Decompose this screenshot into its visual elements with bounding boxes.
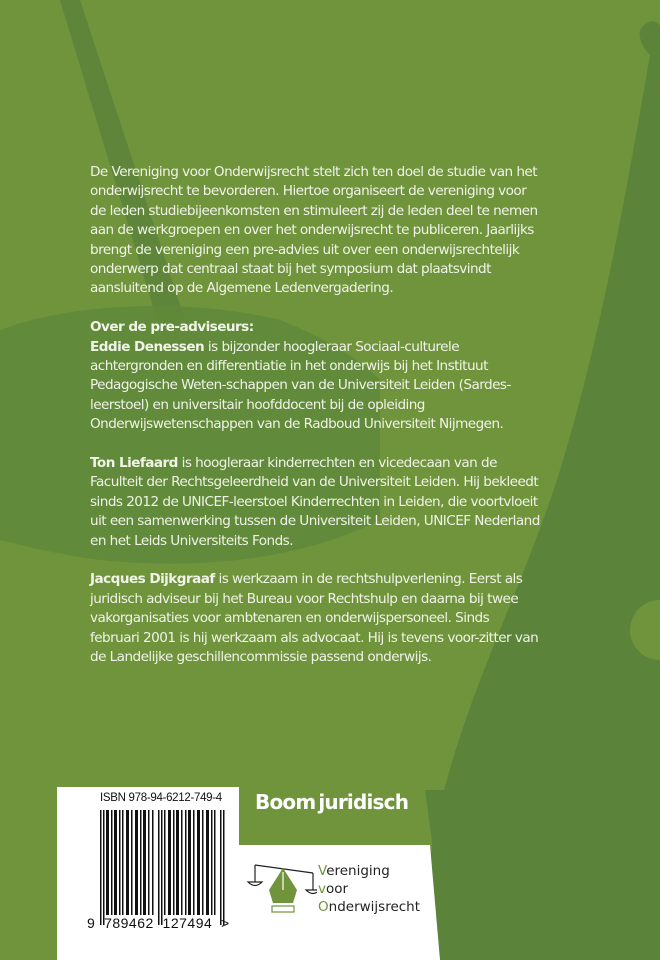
advisor-bio: is hoogleraar kinderrechten en vicedecaan van de Faculteit der Rechtsgeleerdheid van de Universiteit Leiden. Hij bekleedt sinds 2012 de UNICEF-leerstoel Kinderrechten in Leiden, die voortvloeit uit een samenwerking tussen de Universiteit Leiden, UNICEF Nederland en het Leids Universiteits Fonds. (90, 455, 540, 549)
publisher-name-boom: Boom (255, 790, 316, 814)
association-line-3: Onderwijsrecht (318, 899, 421, 915)
back-cover-text (90, 163, 540, 687)
association-line-2: voor (318, 881, 349, 897)
publisher-logo (255, 790, 408, 814)
advisor-block-2 (90, 454, 540, 551)
advisor-bio: is bijzonder hoogleraar Sociaal-culturele achtergronden en differentiatie in het onderwijs bij het Instituut Pedagogische Weten-schappen van de Universiteit Leiden (Sardes-leerstoel) en universitair hoofddocent bij de opleiding Onderwijswetenschappen van de Radboud Universiteit Nijmegen. (90, 338, 511, 433)
isbn-label: ISBN 978-94-6212-749-4 (100, 792, 222, 804)
barcode-icon (100, 810, 230, 925)
advisor-block-3 (90, 570, 540, 667)
advisor-block-1 (90, 318, 540, 434)
advisor-name: Ton Liefaard (90, 455, 178, 472)
scales-pen-icon (245, 860, 317, 920)
intro-paragraph: De Vereniging voor Onderwijsrecht stelt zich ten doel de studie van het onderwijsrecht te bevorderen. Hiertoe organiseert de vereniging voor de leden studiebijeenkomsten en stimuleert zij de leden deel te nemen aan de werkgroepen en over het onderwijsrecht te publiceren. Jaarlijks brengt de vereniging een pre-advies uit over een onderwijsrechtelijk onderwerp dat centraal staat bij het symposium dat plaatsvindt aansluitend op de Algemene Ledenvergadering. (90, 164, 538, 297)
advisor-name: Eddie Denessen (90, 338, 205, 355)
isbn-barcode-box (57, 787, 239, 960)
advisor-name: Jacques Dijkgraaf (90, 571, 215, 588)
barcode-digits: 9 789462 127494 > (87, 915, 230, 931)
advisors-heading: Over de pre-adviseurs: (90, 319, 254, 336)
publisher-name-juridisch: juridisch (318, 790, 409, 814)
association-line-1: Vereniging (318, 863, 390, 879)
association-name (318, 862, 420, 916)
advisor-bio: is werkzaam in de rechtshulpverlening. Eerst als juridisch adviseur bij het Bureau voor Rechtshulp en daarna bij twee vakorganisaties voor ambtenaren en onderwijspersoneel. Sinds februari 2001 is hij werkzaam als advocaat. Hij is tevens voor-zitter van de Landelijke geschillencommissie passend onderwijs. (90, 571, 539, 666)
